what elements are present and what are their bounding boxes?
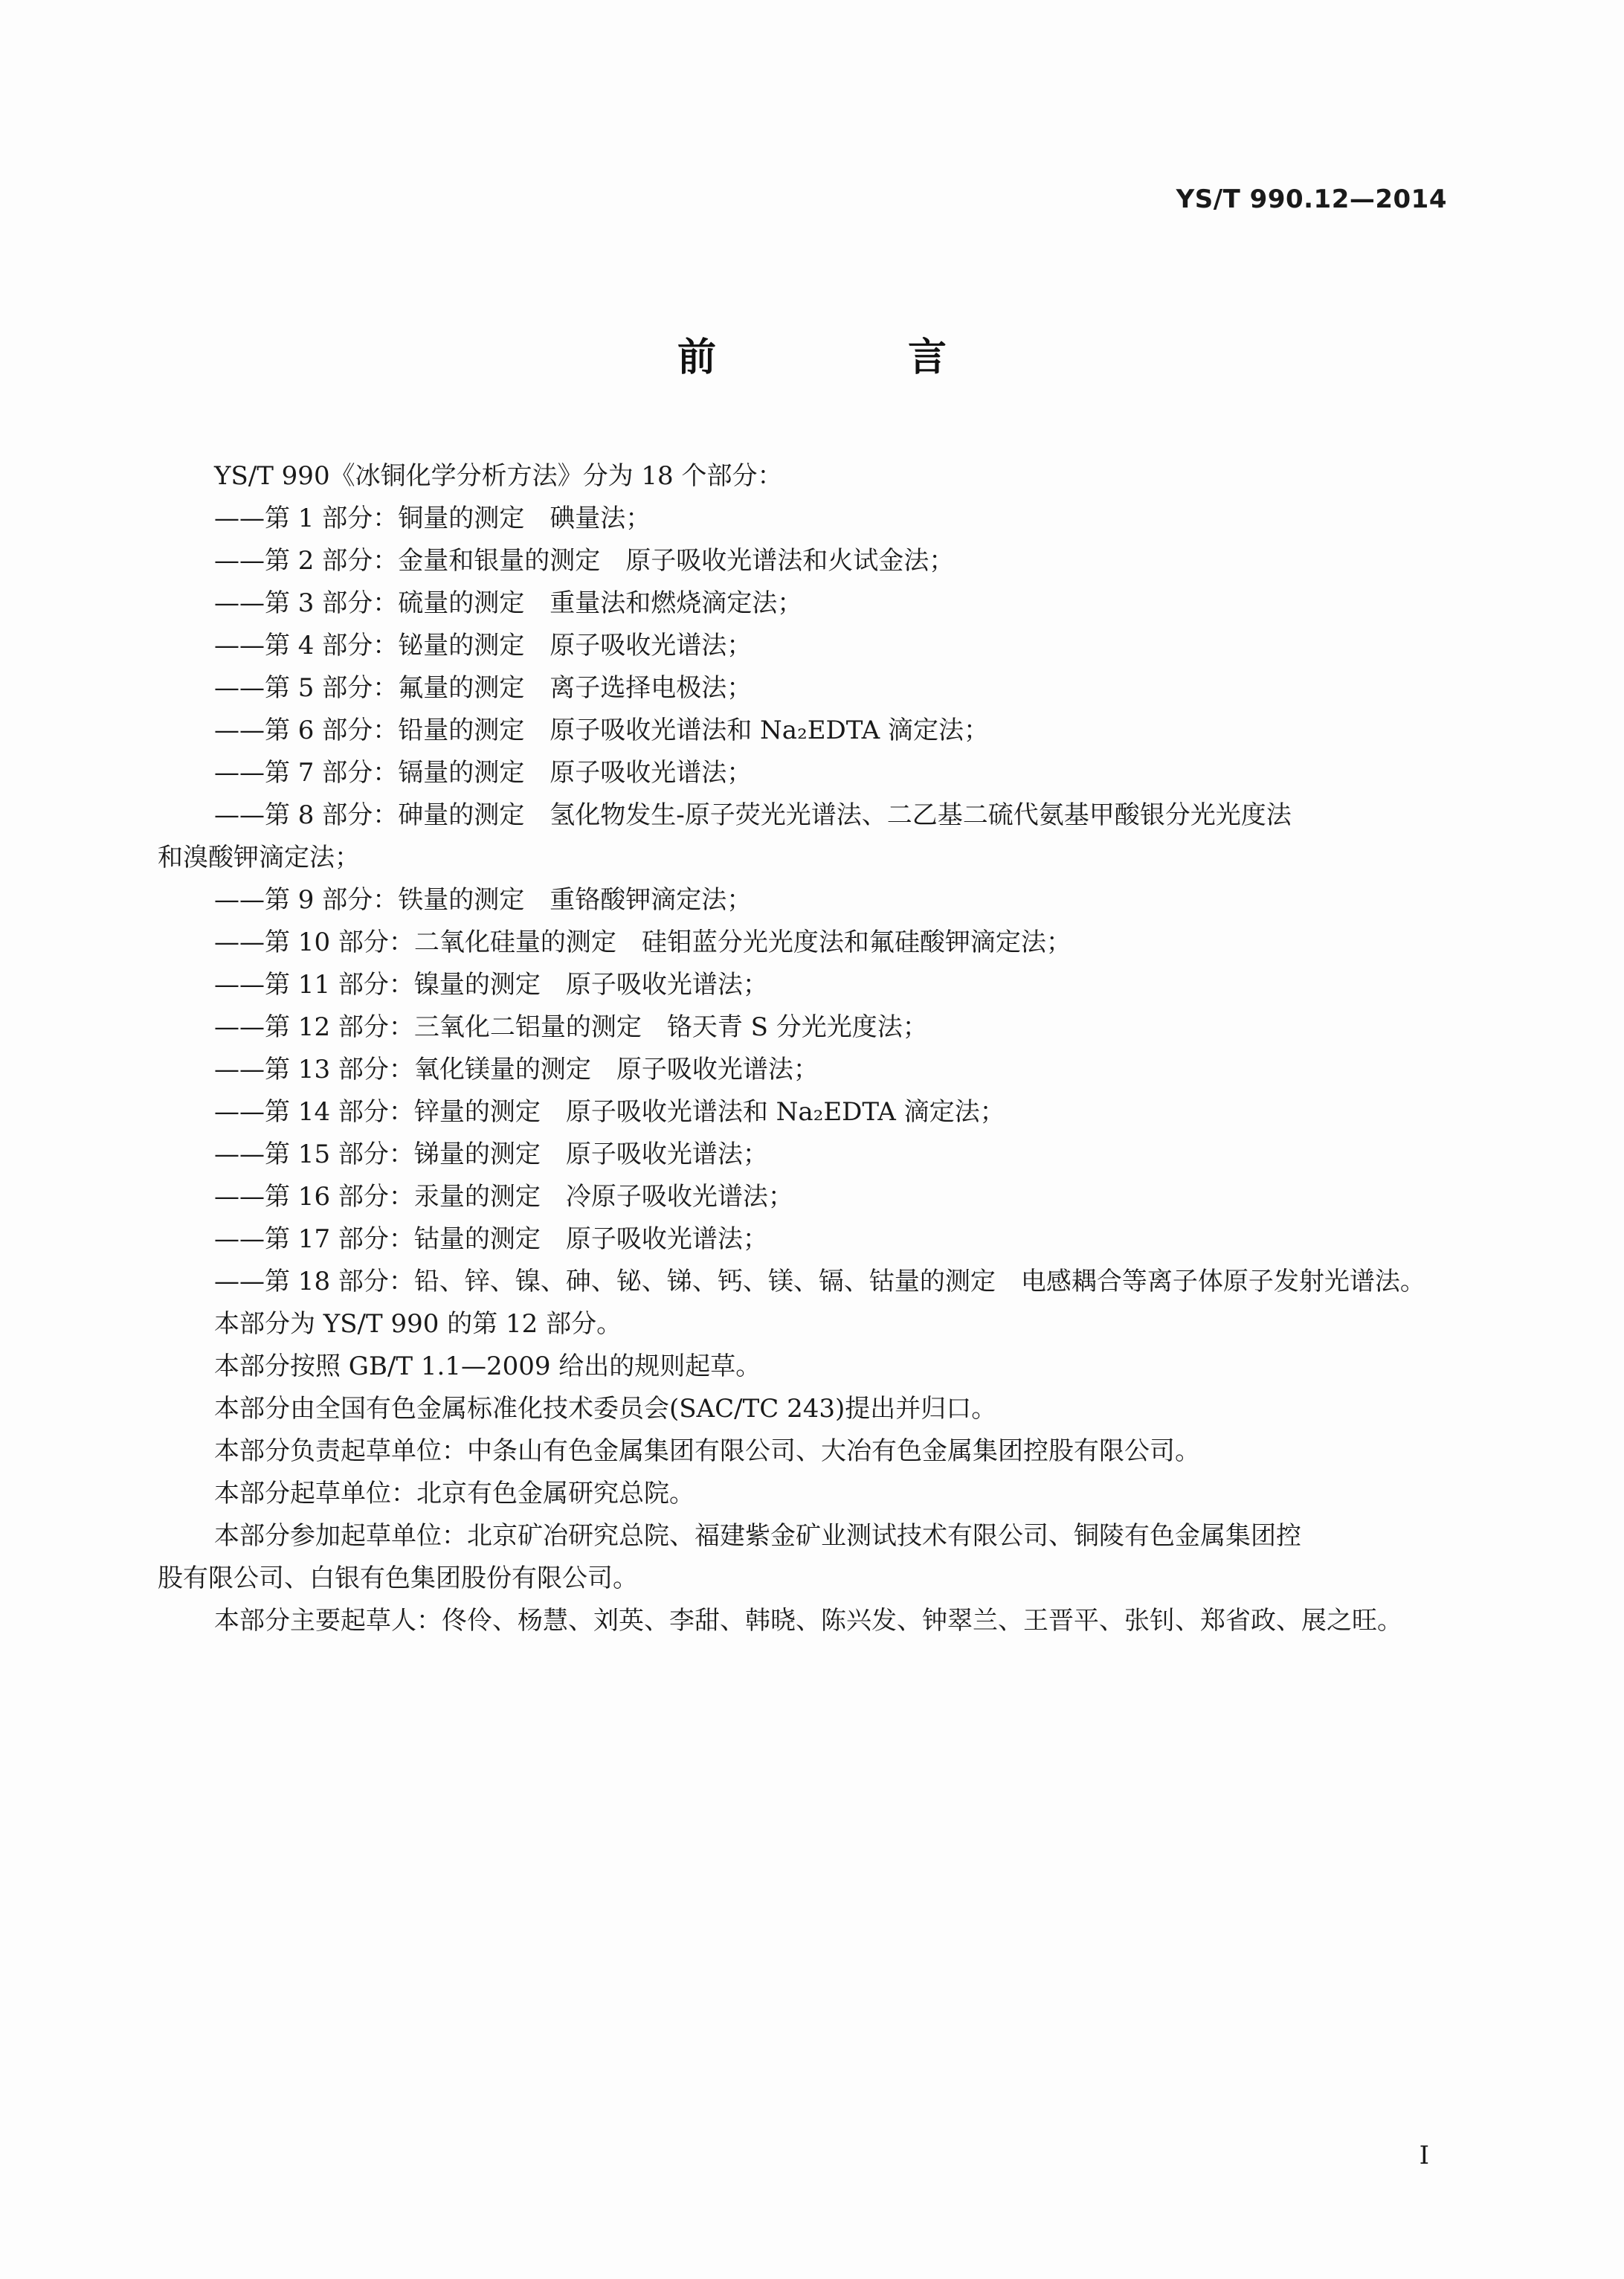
statement-paragraph: 本部分由全国有色金属标准化技术委员会(SAC/TC 243)提出并归口。 bbox=[214, 1394, 997, 1424]
part-item: ——第 5 部分：氟量的测定 离子选择电极法； bbox=[214, 673, 753, 703]
part-item: ——第 17 部分：钴量的测定 原子吸收光谱法； bbox=[214, 1224, 768, 1254]
page-number: I bbox=[1419, 2141, 1429, 2170]
part-item: ——第 4 部分：铋量的测定 原子吸收光谱法； bbox=[214, 631, 753, 660]
part-item: ——第 12 部分：三氧化二铝量的测定 铬天青 S 分光光度法； bbox=[214, 1012, 928, 1042]
intro-paragraph: YS/T 990《冰铜化学分析方法》分为 18 个部分： bbox=[214, 461, 783, 491]
part-item: ——第 6 部分：铅量的测定 原子吸收光谱法和 Na₂EDTA 滴定法； bbox=[214, 716, 989, 745]
statement-paragraph: 本部分按照 GB/T 1.1—2009 给出的规则起草。 bbox=[214, 1351, 761, 1381]
part-item: ——第 16 部分：汞量的测定 冷原子吸收光谱法； bbox=[214, 1182, 793, 1212]
statement-paragraph: 本部分为 YS/T 990 的第 12 部分。 bbox=[214, 1309, 622, 1339]
part-item: ——第 9 部分：铁量的测定 重铬酸钾滴定法； bbox=[214, 885, 753, 915]
foreword-body bbox=[158, 455, 1466, 1642]
statement-paragraph: 本部分主要起草人：佟伶、杨慧、刘英、李甜、韩晓、陈兴发、钟翠兰、王晋平、张钊、郑省政、展之旺。 bbox=[214, 1606, 1402, 1636]
part-item: ——第 8 部分：砷量的测定 氢化物发生-原子荧光光谱法、二乙基二硫代氨基甲酸银分光光度法 bbox=[214, 800, 1292, 830]
part-item: ——第 7 部分：镉量的测定 原子吸收光谱法； bbox=[214, 758, 753, 788]
statement-paragraph: 本部分负责起草单位：中条山有色金属集团有限公司、大冶有色金属集团控股有限公司。 bbox=[214, 1436, 1200, 1466]
part-item-continuation: 和溴酸钾滴定法； bbox=[158, 843, 360, 872]
statement-paragraph: 本部分参加起草单位：北京矿冶研究总院、福建紫金矿业测试技术有限公司、铜陵有色金属集团控 bbox=[214, 1521, 1301, 1551]
part-item: ——第 3 部分：硫量的测定 重量法和燃烧滴定法； bbox=[214, 588, 803, 618]
statement-continuation: 股有限公司、白银有色集团股份有限公司。 bbox=[158, 1563, 638, 1593]
part-item: ——第 10 部分：二氧化硅量的测定 硅钼蓝分光光度法和氟硅酸钾滴定法； bbox=[214, 928, 1072, 957]
part-item: ——第 18 部分：铅、锌、镍、砷、铋、锑、钙、镁、镉、钴量的测定 电感耦合等离子体原子发射光谱法。 bbox=[214, 1267, 1425, 1296]
part-item: ——第 14 部分：锌量的测定 原子吸收光谱法和 Na₂EDTA 滴定法； bbox=[214, 1097, 1005, 1127]
standard-code: YS/T 990.12—2014 bbox=[1176, 184, 1447, 214]
part-item: ——第 2 部分：金量和银量的测定 原子吸收光谱法和火试金法； bbox=[214, 546, 955, 576]
part-item: ——第 13 部分：氧化镁量的测定 原子吸收光谱法； bbox=[214, 1055, 819, 1084]
part-item: ——第 1 部分：铜量的测定 碘量法； bbox=[214, 504, 651, 533]
part-item: ——第 15 部分：锑量的测定 原子吸收光谱法； bbox=[214, 1140, 768, 1169]
statement-paragraph: 本部分起草单位：北京有色金属研究总院。 bbox=[214, 1479, 695, 1508]
page-title: 前 言 bbox=[677, 335, 1037, 380]
part-item: ——第 11 部分：镍量的测定 原子吸收光谱法； bbox=[214, 970, 768, 1000]
